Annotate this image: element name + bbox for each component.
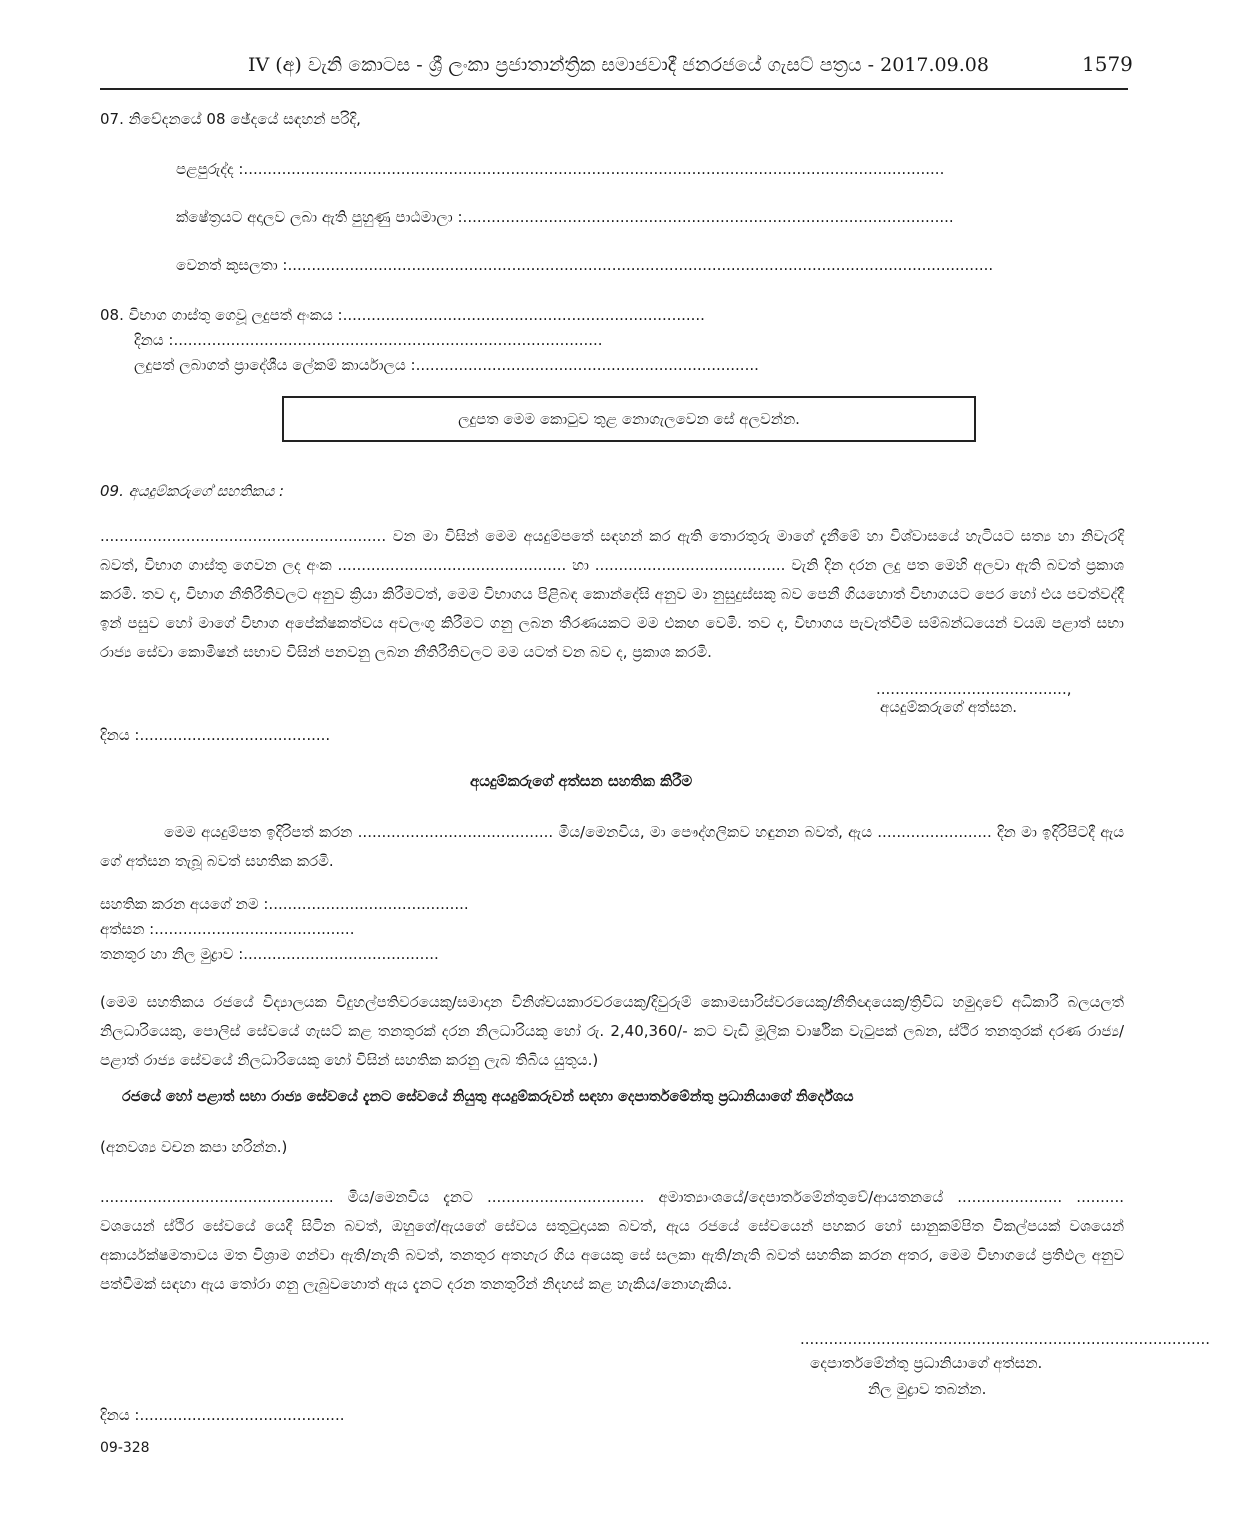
page-number: 1579 [1082, 52, 1133, 76]
attestation-body: මෙම අයදුම්පත ඉදිරිපත් කරන ......................................... මිය/මෙනවිය, මා පෞද්ගලිකව හඳුනන බවත්, ඇය ........................ දින මා ඉදිරිපිටදී ඇය ගේ අත්සන තැබූ බවත් සහතික කරමි. [100, 823, 1124, 870]
receipt-box-text: ලදුපත මෙම කොටුව තුළ නොගැලවෙන සේ අලවන්න. [458, 410, 800, 428]
attestation-title: අයදුම්කරුගේ අත්සන සහතික කිරීම [470, 772, 693, 790]
section-09-heading [100, 482, 284, 501]
official-seal-label: නිල මුද්‍රාව තබන්න. [868, 1380, 987, 1398]
page-header-title: IV (අ) වැනි කොටස - ශ්‍රී ලංකා ප්‍රජාතාන්ත්‍රික සමාජවාදී ජනරජයේ ගැසට් පත්‍රය - 2017.09.08 [248, 54, 989, 76]
applicant-signature-label: අයදුම්කරුගේ අත්සන. [880, 698, 1018, 716]
recommendation-body: ................................................. මිය/මෙනවිය දැනට ................................. අමාත්‍යාංශයේ/දෙපාර්තමේන්තුවේ/ආයතනයේ ...................... .......... වශයෙන් ස්ථිර සේවයේ යෙදී සිටින බවත්, ඔහුගේ/ඇයගේ සේවය සතුටුදායක බවත්, ඇය රජයේ සේවයෙන් පහකර හෝ සානුකම්පිත විකල්පයක් වශයෙන් අකාර්යක්ෂමතාවය මත විශ්‍රාම ගන්වා ඇති/නැති බවත්, තනතුර අතහැර ගිය අයෙකු සේ සලකා ඇති/නැති බවත් සහතික කරන අතර, මෙම විභාගයේ ප්‍රතිඵල අනුව පත්වීමක් සඳහා ඇය තෝරා ගනු ලැබුවහොත් ඇය දැනට දරන තනතුරින් නිදහස් කළ හැකිය/නොහැකිය. [100, 1188, 1124, 1293]
other-skills-field: වෙනත් කුසලතා :.................................................................................................................................................... [176, 256, 994, 274]
footer-code: 09-328 [100, 1440, 150, 1456]
applicant-date-field: දිනය :........................................ [100, 726, 331, 744]
receipt-date-field: දිනය :.......................................................................................... [134, 331, 603, 349]
certifier-designation-field: තනතුර හා නිල මුද්‍රාව :......................................... [100, 945, 439, 963]
section-07-heading: 07. නිවේදනයේ 08 ඡේදයේ සඳහන් පරිදි, [100, 110, 361, 128]
certifier-name-field: සහතික කරන අයගේ නම :.......................................... [100, 895, 469, 913]
applicant-signature-line: ........................................, [876, 680, 1072, 698]
receipt-number-field: 08. විභාග ගාස්තු ගෙවූ ලදුපත් අංකය :............................................................................ [100, 306, 705, 324]
receipt-paste-box [282, 396, 976, 442]
head-signature-label: දෙපාර්තමේන්තු ප්‍රධානියාගේ අත්සන. [810, 1354, 1043, 1372]
certifier-signature-field: අත්සන :.......................................... [100, 920, 355, 938]
receipt-office-field: ලදුපත් ලබාගත් ප්‍රාදේශීය ලේකම් කාර්යාලය :........................................................................ [134, 356, 759, 374]
section-09-heading-text: 09. අයදුම්කරුගේ සහතිකය : [100, 482, 285, 500]
strike-instruction: (අනවශ්‍ය වචන කපා හරින්න.) [100, 1138, 288, 1156]
header-divider [100, 88, 1128, 90]
head-signature-line: ...................................................................................... [800, 1330, 1211, 1348]
applicant-declaration: ............................................................ වන මා විසින් මෙම අයදුම්පතේ සඳහන් කර ඇති තොරතුරු මාගේ දැනීමේ හා විශ්වාසයේ හැටියට සත්‍ය හා නිවැරදි බවත්, විභාග ගාස්තු ගෙවන ලද අංක ................................................ හා ........................................ වැනි දින දරන ලදු පත මෙහි අලවා ඇති බවත් ප්‍රකාශ කරමි. තව ද, විභාග නීතිරීතිවලට අනුව ක්‍රියා කිරීමටත්, මෙම විභාගය පිළිබඳ කොන්දේසි අනුව මා නුසුදුස්සකු බව පෙනී ගියහොත් විභාගයට පෙර හෝ එය පවත්වද්දී ඉන් පසුව හෝ මාගේ විභාග අපේක්ෂකත්වය අවලංගු කිරීමට ගනු ලබන තීරණයකට මම එකඟ වෙමි. තව ද, විභාගය පැවැත්වීම සම්බන්ධයෙන් වයඹ පළාත් සභා රාජ්‍ය සේවා කොමිෂන් සභාව විසින් පනවනු ලබන නීතිරීතිවලට මම යටත් වන බව ද, ප්‍රකාශ කරමි. [100, 527, 1124, 661]
courses-field: ක්ෂේත්‍රයට අදාලව ලබා ඇති පුහුණු පාඨමාලා :....................................................................................................... [176, 208, 954, 226]
attestation-note: (මෙම සහතිකය රජයේ විද්‍යාලයක විදුහල්පතිවරයෙකු/සමාදාන විනිශ්චයකාරවරයෙකු/දිවුරුම් කොමසාරිස්වරයෙකු/නීතිඥයෙකු/ත්‍රිවිධ හමුදාවේ අධිකාරී බලයලත් නිලධාරියෙකු, පොලිස් සේවයේ ගැසට් කළ තනතුරක් දරන නිලධාරියකු හෝ රු. 2,40,360/- කට වැඩි මූලික වාර්ෂික වැටුපක් ලබන, ස්ථිර තනතුරක් දරණ රාජ්‍ය/පළාත් රාජ්‍ය සේවයේ නිලධාරියෙකු හෝ විසින් සහතික කරනු ලැබ තිබිය යුතුය.) [100, 993, 1124, 1069]
recommendation-title: රජයේ හෝ පළාත් සභා රාජ්‍ය සේවයේ දැනට සේවයේ නියුතු අයදුම්කරුවන් සඳහා දෙපාර්තමේන්තු ප්‍රධානියාගේ නිර්දේශය [122, 1089, 854, 1105]
recommendation-date-field: දිනය :........................................... [100, 1406, 345, 1424]
experience-field: පළපුරුද්ද :................................................................................................................................................... [176, 160, 945, 178]
